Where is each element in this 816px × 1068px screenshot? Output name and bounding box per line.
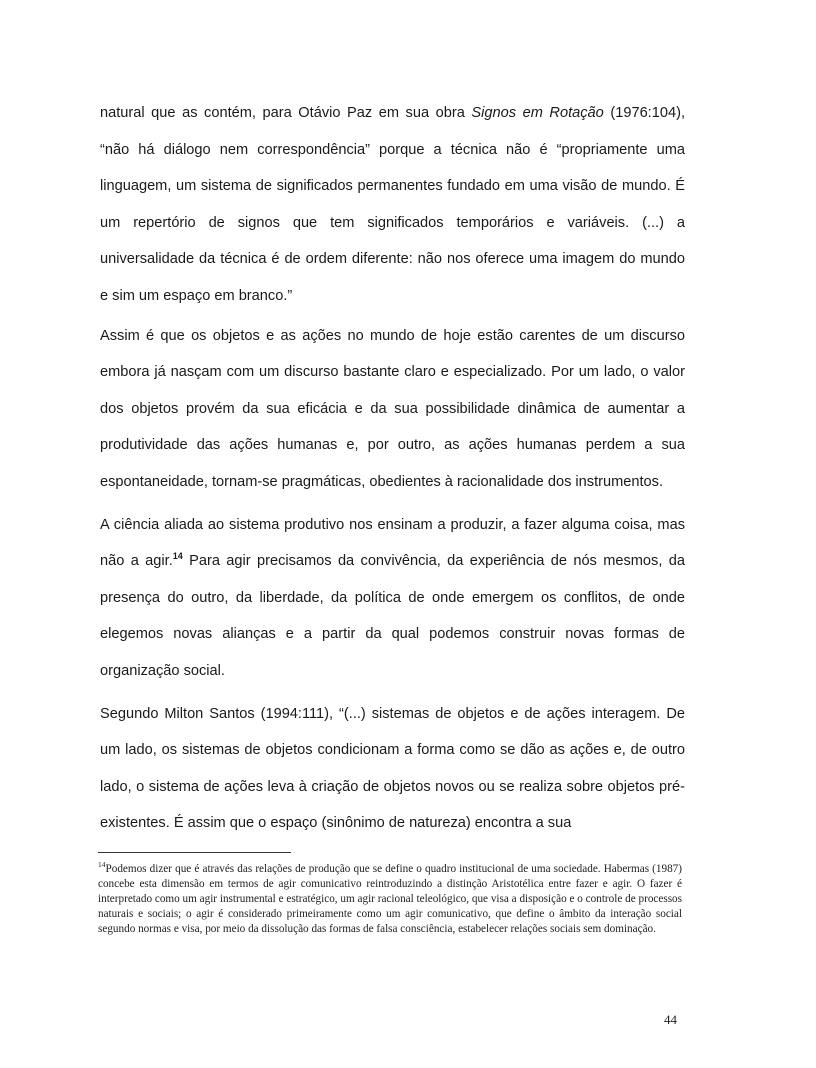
paragraph-1 [100, 95, 685, 315]
paragraph-1-end: (1976:104), “não há diálogo nem correspondência” porque a técnica não é “propriamente uma linguagem, um sistema de significados permanentes fundado em uma visão de mundo. É um repertório de signos que tem significados temporários e variáveis. (...) a universalidade da técnica é de ordem diferente: não nos oferece uma imagem do mundo e sim um espaço em branco.” [100, 105, 685, 304]
paragraph-3-start: A ciência aliada ao sistema produtivo nos ensinam a produzir, a fazer alguma coisa, mas não a agir. [100, 516, 685, 570]
footnote [98, 862, 682, 937]
page-number: 44 [664, 1012, 677, 1027]
paragraph-3 [100, 507, 685, 690]
body-text [100, 95, 685, 848]
footnote-number: 14 [98, 860, 106, 869]
paragraph-1-start: natural que as contém, para Otávio Paz em sua obra [100, 105, 472, 121]
footnote-reference[interactable]: 14 [172, 551, 183, 562]
footnote-paragraph [98, 862, 682, 937]
paragraph-3-end: Para agir precisamos da convivência, da experiência de nós mesmos, da presença do outro, da liberdade, da política de onde emergem os conflitos, de onde elegemos novas alianças e a partir da qual podemos construir novas formas de organização social. [100, 553, 685, 679]
book-title: Signos em Rotação [471, 105, 604, 121]
footnote-text: Podemos dizer que é através das relações de produção que se define o quadro institucional de uma sociedade. Habermas (1987) concebe esta dimensão em termos de agir comunicativo reintroduzindo a distinção Aristotélica entre fazer e agir. O fazer é interpretado como um agir instrumental e estratégico, um agir racional teleológico, que visa a disposição e o controle de processos naturais e sociais; o agir é considerado primeiramente como um agir comunicativo, que define o âmbito da interação social segundo normas e visa, por meio da dissolução das formas de falsa consciência, estabelecer relações sociais sem dominação. [98, 863, 682, 935]
footnote-separator [98, 852, 291, 853]
paragraph-4: Segundo Milton Santos (1994:111), “(...) sistemas de objetos e de ações interagem. De um lado, os sistemas de objetos condicionam a forma como se dão as ações e, de outro lado, o sistema de ações leva à criação de objetos novos ou se realiza sobre objetos pré-existentes. É assim que o espaço (sinônimo de natureza) encontra a sua [100, 705, 685, 832]
paragraph-2: Assim é que os objetos e as ações no mundo de hoje estão carentes de um discurso embora já nasçam com um discurso bastante claro e especializado. Por um lado, o valor dos objetos provém da sua eficácia e da sua possibilidade dinâmica de aumentar a produtividade das ações humanas e, por outro, as ações humanas perdem a sua espontaneidade, tornam-se pragmáticas, obedientes à racionalidade dos instrumentos. [100, 327, 685, 490]
